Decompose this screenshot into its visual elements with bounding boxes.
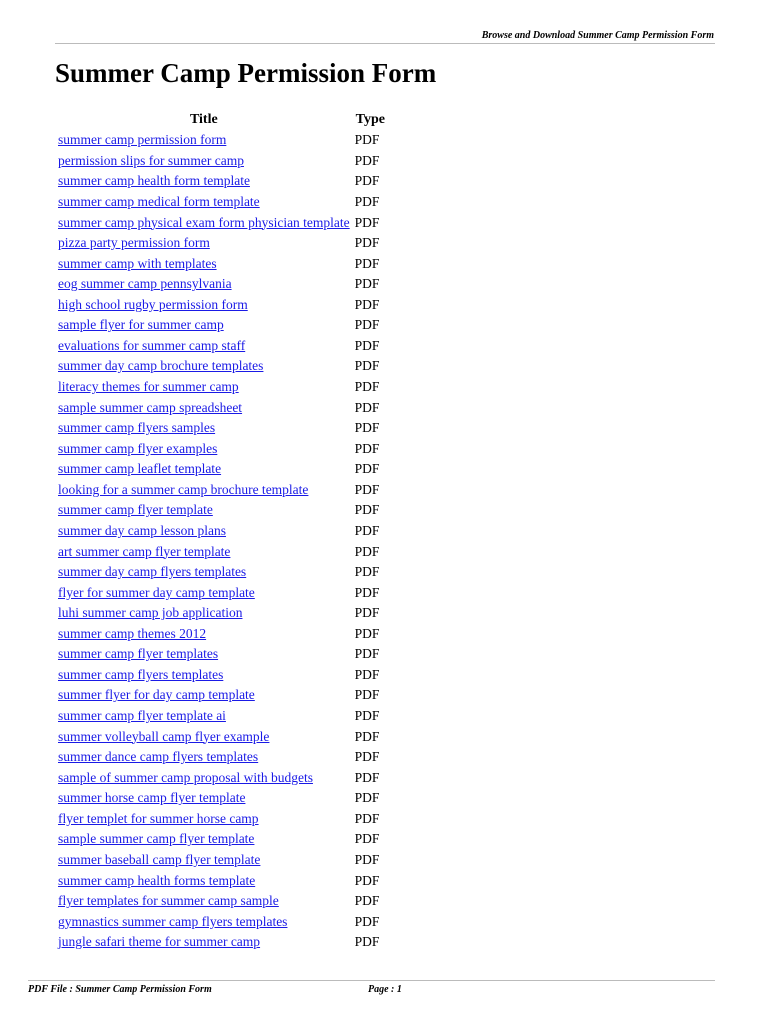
type-cell: PDF [354, 152, 380, 168]
footer-divider [28, 980, 715, 981]
title-cell [58, 541, 350, 562]
document-link[interactable]: summer dance camp flyers templates [58, 749, 259, 765]
title-cell [58, 932, 350, 953]
document-link[interactable]: flyer for summer day camp template [58, 584, 255, 600]
title-cell [58, 562, 350, 583]
type-cell: PDF [354, 502, 380, 518]
title-cell [58, 891, 350, 912]
title-cell [58, 233, 350, 254]
table-row [58, 932, 385, 953]
table-row [58, 767, 385, 788]
type-cell: PDF [354, 769, 380, 785]
title-cell [58, 809, 350, 830]
table-row [58, 809, 385, 830]
document-link[interactable]: evaluations for summer camp staff [58, 337, 246, 353]
document-link[interactable]: summer camp permission form [58, 132, 227, 148]
table-row [58, 644, 385, 665]
table-body [58, 130, 385, 953]
type-cell: PDF [354, 708, 380, 724]
type-cell: PDF [354, 893, 380, 909]
type-cell: PDF [354, 543, 380, 559]
table-row [58, 397, 385, 418]
title-cell [58, 706, 350, 727]
table-row [58, 747, 385, 768]
table-row [58, 130, 385, 151]
document-link[interactable]: high school rugby permission form [58, 296, 248, 312]
document-link[interactable]: sample summer camp spreadsheet [58, 399, 243, 415]
table-row [58, 480, 385, 501]
header-divider [55, 43, 715, 44]
header-note: Browse and Download Summer Camp Permission Form [481, 30, 714, 41]
table-row [58, 377, 385, 398]
title-cell [58, 603, 350, 624]
table-row [58, 870, 385, 891]
type-cell: PDF [354, 790, 380, 806]
document-table [58, 109, 385, 953]
title-cell [58, 870, 350, 891]
document-link[interactable]: summer camp medical form template [58, 193, 260, 209]
type-cell: PDF [354, 831, 380, 847]
title-cell [58, 747, 350, 768]
type-cell: PDF [354, 687, 380, 703]
type-cell: PDF [354, 276, 380, 292]
title-cell [58, 253, 350, 274]
title-cell [58, 212, 350, 233]
table-row [58, 274, 385, 295]
document-link[interactable]: summer flyer for day camp template [58, 687, 255, 703]
footer-page-label: Page : 1 [368, 984, 402, 995]
title-cell [58, 644, 350, 665]
title-cell [58, 582, 350, 603]
table-row [58, 665, 385, 686]
table-row [58, 788, 385, 809]
table-row [58, 295, 385, 316]
type-cell: PDF [354, 625, 380, 641]
type-cell: PDF [354, 872, 380, 888]
document-link[interactable]: literacy themes for summer camp [58, 379, 239, 395]
title-cell [58, 911, 350, 932]
document-link[interactable]: summer day camp brochure templates [58, 358, 264, 374]
type-cell: PDF [354, 379, 380, 395]
type-cell: PDF [354, 440, 380, 456]
document-link[interactable]: summer camp themes 2012 [58, 625, 207, 641]
title-cell [58, 767, 350, 788]
table-row [58, 603, 385, 624]
document-link[interactable]: summer camp leaflet template [58, 461, 222, 477]
title-cell [58, 624, 350, 645]
document-link[interactable]: summer camp flyer examples [58, 440, 218, 456]
table-row [58, 253, 385, 274]
table-row [58, 850, 385, 871]
document-link[interactable]: flyer templates for summer camp sample [58, 893, 279, 909]
type-cell: PDF [354, 420, 380, 436]
title-cell [58, 336, 350, 357]
title-cell [58, 685, 350, 706]
document-link[interactable]: eog summer camp pennsylvania [58, 276, 232, 292]
table-row [58, 911, 385, 932]
type-cell: PDF [354, 255, 380, 271]
document-link[interactable]: summer horse camp flyer template [58, 790, 246, 806]
table-row [58, 212, 385, 233]
document-link[interactable]: summer day camp flyers templates [58, 564, 247, 580]
table-row [58, 459, 385, 480]
document-link[interactable]: summer camp physical exam form physician template [58, 214, 350, 230]
type-cell: PDF [354, 337, 380, 353]
type-cell: PDF [354, 296, 380, 312]
page-title: Summer Camp Permission Form [55, 58, 437, 88]
type-cell: PDF [354, 605, 380, 621]
title-cell [58, 418, 350, 439]
document-link[interactable]: summer camp health form template [58, 173, 250, 189]
title-cell [58, 459, 350, 480]
title-cell [58, 397, 350, 418]
title-cell [58, 356, 350, 377]
footer-file-label: PDF File : Summer Camp Permission Form [28, 984, 212, 995]
document-link[interactable]: permission slips for summer camp [58, 152, 244, 168]
type-cell: PDF [354, 193, 380, 209]
table-row [58, 891, 385, 912]
title-cell [58, 726, 350, 747]
type-cell: PDF [354, 399, 380, 415]
document-link[interactable]: flyer templet for summer horse camp [58, 810, 259, 826]
table-row [58, 500, 385, 521]
column-header-title: Title [189, 111, 218, 127]
table-row [58, 356, 385, 377]
document-link[interactable]: gymnastics summer camp flyers templates [58, 913, 288, 929]
table-row [58, 192, 385, 213]
table-row [58, 438, 385, 459]
table-row [58, 315, 385, 336]
document-link[interactable]: summer camp flyer templates [58, 646, 219, 662]
table-row [58, 706, 385, 727]
type-cell: PDF [354, 461, 380, 477]
document-link[interactable]: summer camp flyer template [58, 502, 213, 518]
document-link[interactable]: jungle safari theme for summer camp [58, 934, 261, 950]
document-link[interactable]: summer day camp lesson plans [58, 522, 226, 538]
table-header-row [58, 109, 385, 130]
table-row [58, 336, 385, 357]
title-cell [58, 130, 350, 151]
title-cell [58, 850, 350, 871]
document-link[interactable]: art summer camp flyer template [58, 543, 231, 559]
table-row [58, 541, 385, 562]
document-link[interactable]: pizza party permission form [58, 235, 210, 251]
table-row [58, 726, 385, 747]
table-row [58, 233, 385, 254]
document-link[interactable]: sample flyer for summer camp [58, 317, 224, 333]
type-cell: PDF [354, 564, 380, 580]
title-cell [58, 151, 350, 172]
type-cell: PDF [354, 934, 380, 950]
title-cell [58, 295, 350, 316]
type-cell: PDF [354, 728, 380, 744]
table-row [58, 624, 385, 645]
document-link[interactable]: summer camp with templates [58, 255, 217, 271]
table-row [58, 685, 385, 706]
type-cell: PDF [354, 235, 380, 251]
document-link[interactable]: summer camp flyers samples [58, 420, 216, 436]
table-row [58, 562, 385, 583]
document-link[interactable]: summer camp health forms template [58, 872, 256, 888]
title-cell [58, 377, 350, 398]
type-cell: PDF [354, 913, 380, 929]
type-cell: PDF [354, 666, 380, 682]
type-cell: PDF [354, 317, 380, 333]
title-cell [58, 521, 350, 542]
type-cell: PDF [354, 584, 380, 600]
type-cell: PDF [354, 173, 380, 189]
table-row [58, 521, 385, 542]
column-header-type: Type [355, 111, 385, 127]
type-cell: PDF [354, 132, 380, 148]
title-cell [58, 274, 350, 295]
type-cell: PDF [354, 810, 380, 826]
document-link[interactable]: summer baseball camp flyer template [58, 851, 261, 867]
title-cell [58, 665, 350, 686]
document-link[interactable]: summer camp flyers templates [58, 666, 224, 682]
table-row [58, 582, 385, 603]
type-cell: PDF [354, 214, 380, 230]
title-cell [58, 480, 350, 501]
type-cell: PDF [354, 749, 380, 765]
document-link[interactable]: summer volleyball camp flyer example [58, 728, 270, 744]
document-link[interactable]: sample of summer camp proposal with budgets [58, 769, 313, 785]
table-row [58, 151, 385, 172]
document-link[interactable]: looking for a summer camp brochure template [58, 481, 309, 497]
title-cell [58, 192, 350, 213]
table-row [58, 171, 385, 192]
title-cell [58, 438, 350, 459]
type-cell: PDF [354, 481, 380, 497]
table-row [58, 418, 385, 439]
document-link[interactable]: luhi summer camp job application [58, 605, 243, 621]
title-cell [58, 829, 350, 850]
table-row [58, 829, 385, 850]
type-cell: PDF [354, 646, 380, 662]
document-link[interactable]: sample summer camp flyer template [58, 831, 255, 847]
type-cell: PDF [354, 522, 380, 538]
document-link[interactable]: summer camp flyer template ai [58, 708, 226, 724]
type-cell: PDF [354, 851, 380, 867]
title-cell [58, 788, 350, 809]
title-cell [58, 500, 350, 521]
type-cell: PDF [354, 358, 380, 374]
title-cell [58, 315, 350, 336]
title-cell [58, 171, 350, 192]
